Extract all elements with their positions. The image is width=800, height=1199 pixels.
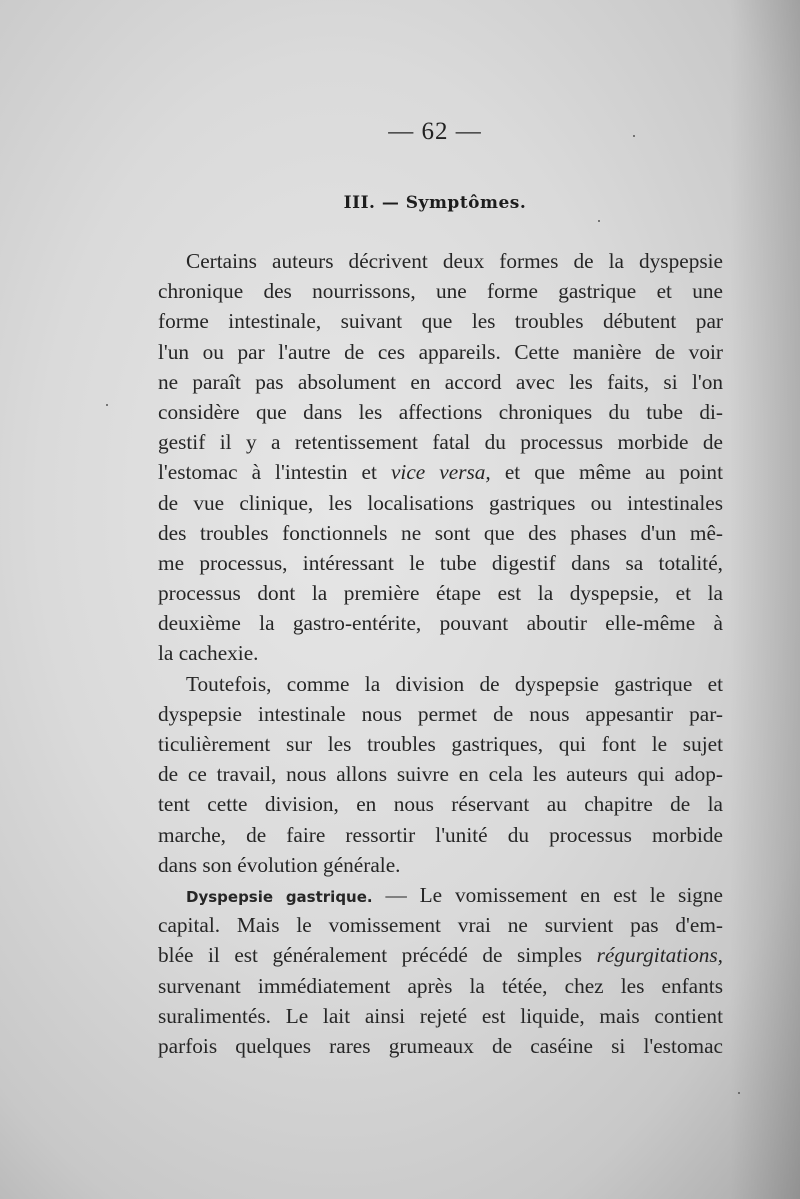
text-line: des troubles fonctionnels ne sont que des phases d'un mê- <box>158 520 723 545</box>
text-line: dyspepsie intestinale nous permet de nous appesantir par- <box>158 701 723 726</box>
text-segment: blée il est généralement précédé de simples <box>158 943 583 968</box>
text-line: tent cette division, en nous réservant au chapitre de la <box>158 792 723 817</box>
text-line: suralimentés. Le lait ainsi rejeté est liquide, mais contient <box>158 1003 723 1028</box>
text-line: me processus, intéressant le tube digestif dans sa totalité, <box>158 550 723 575</box>
text-line <box>158 457 723 487</box>
italic-phrase: régurgitations, <box>596 943 724 968</box>
run-in-heading: Dyspepsie gastrique. <box>186 887 373 906</box>
text-segment: l'estomac à l'intestin et <box>158 460 377 485</box>
text-line: capital. Mais le vomissement vrai ne survient pas d'em- <box>158 913 723 938</box>
text-line: survenant immédiatement après la tétée, chez les enfants <box>158 973 723 998</box>
text-line: chronique des nourrissons, une forme gastrique et une <box>158 279 723 304</box>
section-title: III. — Symptômes. <box>343 193 527 213</box>
print-speck <box>598 220 600 222</box>
text-line: ne paraît pas absolument en accord avec les faits, si l'on <box>158 369 723 394</box>
text-line: forme intestinale, suivant que les troubles débutent par <box>158 309 723 334</box>
text-line: l'un ou par l'autre de ces appareils. Cette manière de voir <box>158 339 723 364</box>
body-text <box>158 246 723 1061</box>
text-line: Certains auteurs décrivent deux formes de la dyspepsie <box>186 249 723 273</box>
text-line: deuxième la gastro-entérite, pouvant aboutir elle-même à <box>158 611 723 636</box>
text-line: marche, de faire ressortir l'unité du processus morbide <box>158 822 723 847</box>
text-line: de ce travail, nous allons suivre en cela les auteurs qui adop- <box>158 762 723 787</box>
italic-phrase: vice versa, <box>390 460 491 485</box>
text-line: considère que dans les affections chroniques du tube di- <box>158 399 723 424</box>
text-line: processus dont la première étape est la dyspepsie, et la <box>158 581 723 606</box>
text-line: Toutefois, comme la division de dyspepsie gastrique et <box>186 671 723 696</box>
page-edge-shadow <box>730 0 800 1199</box>
page-number: — 62 — <box>388 118 482 145</box>
text-line: ticulièrement sur les troubles gastriques, qui font le sujet <box>158 732 723 756</box>
text-line: la cachexie. <box>158 641 259 666</box>
text-segment: — Le vomissement en est le signe <box>385 882 723 907</box>
text-segment: et que même au point <box>504 460 724 485</box>
text-line: parfois quelques rares grumeaux de caséine si l'estomac <box>158 1033 723 1058</box>
text-line <box>158 940 723 970</box>
text-line <box>158 880 723 910</box>
print-speck <box>106 404 108 406</box>
text-line: gestif il y a retentissement fatal du processus morbide de <box>158 430 723 455</box>
print-speck <box>633 135 635 137</box>
print-speck <box>738 1092 740 1094</box>
text-line: de vue clinique, les localisations gastriques ou intestinales <box>158 490 723 515</box>
text-line: dans son évolution générale. <box>158 852 401 877</box>
